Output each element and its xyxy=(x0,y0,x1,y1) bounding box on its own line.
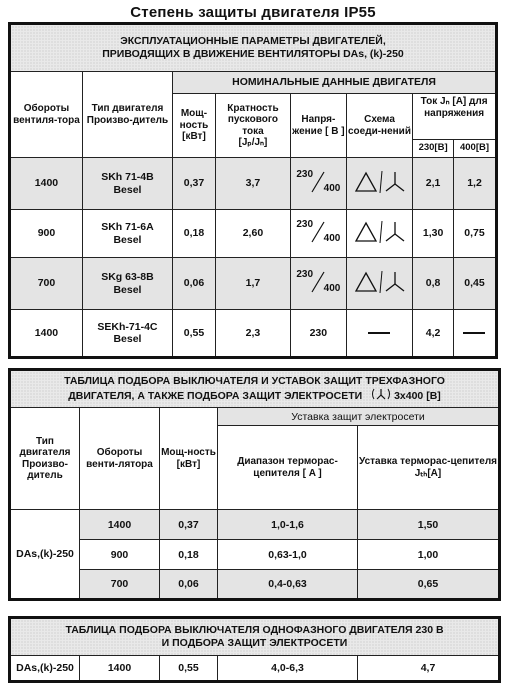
dash-icon xyxy=(463,332,485,334)
cell-ratio: 2,60 xyxy=(215,210,290,258)
cell-scheme xyxy=(346,210,412,258)
cell-scheme xyxy=(346,310,412,358)
dash-icon xyxy=(368,332,390,334)
settings-header: Уставка защит электросети xyxy=(218,408,500,426)
cell-current-400: 1,2 xyxy=(453,158,496,210)
cell-scheme xyxy=(346,158,412,210)
cell-type-model: SEKh-71-4C xyxy=(97,320,158,333)
table1-title-line2: ПРИВОДЯЩИХ В ДВИЖЕНИЕ ВЕНТИЛЯТОРЫ DAs, (k)-250 xyxy=(102,48,404,60)
table1-row xyxy=(10,210,497,258)
table1-title-line1: ЭКСПЛУАТАЦИОННЫЕ ПАРАМЕТРЫ ДВИГАТЕЛЕЙ, xyxy=(120,34,386,47)
table3-title-line2: И ПОДБОРА ЗАЩИТ ЭЛЕКТРОСЕТИ xyxy=(161,637,348,649)
cell-current-230: 1,30 xyxy=(413,210,454,258)
table2-title-line2 xyxy=(17,388,492,403)
three-phase-protection-table xyxy=(8,368,501,601)
col-header-power: Мощ-ность [кВт] xyxy=(173,94,216,158)
cell-speed: 1400 xyxy=(10,158,83,210)
cell-power: 0,06 xyxy=(160,570,218,600)
cell-power: 0,37 xyxy=(160,510,218,540)
col-header-type: Тип двигателя Произво-дитель xyxy=(82,72,172,158)
voltage-400: 400 xyxy=(323,183,341,195)
cell-speed: 1400 xyxy=(10,310,83,358)
col-header-scheme: Схема соеди-нений xyxy=(346,94,412,158)
cell-current-230: 2,1 xyxy=(413,158,454,210)
cell-scheme xyxy=(346,258,412,310)
cell-setting: 4,7 xyxy=(358,656,500,682)
cell-current-230: 0,8 xyxy=(413,258,454,310)
cell-type xyxy=(82,258,172,310)
cell-ratio: 2,3 xyxy=(215,310,290,358)
delta-star-icon xyxy=(352,269,406,295)
table3-row xyxy=(10,656,500,682)
cell-setting: 1,00 xyxy=(358,540,500,570)
voltage-230: 230 xyxy=(296,268,314,280)
cell-power: 0,37 xyxy=(173,158,216,210)
cell-power: 0,55 xyxy=(173,310,216,358)
cell-range: 1,0-1,6 xyxy=(218,510,358,540)
table2-title-line1: ТАБЛИЦА ПОДБОРА ВЫКЛЮЧАТЕЛЯ И УСТАВОК ЗАЩИТ ТРЕХФАЗНОГО xyxy=(64,375,445,387)
cell-setting: 0,65 xyxy=(358,570,500,600)
voltage-400: 400 xyxy=(323,233,341,245)
col-header-speed: Обороты вентиля-тора xyxy=(10,72,83,158)
cell-type xyxy=(82,310,172,358)
table1-title xyxy=(10,24,497,72)
table2-title xyxy=(10,370,500,408)
col-header-400v: 400[B] xyxy=(453,140,496,158)
cell-current-400 xyxy=(453,310,496,358)
cell-type-maker: Besel xyxy=(113,233,142,246)
table3-title xyxy=(10,618,500,656)
cell-current-400: 0,45 xyxy=(453,258,496,310)
cell-ratio: 3,7 xyxy=(215,158,290,210)
cell-voltage: 230 xyxy=(290,310,346,358)
cell-range: 0,63-1,0 xyxy=(218,540,358,570)
table2-title-line2-text: ДВИГАТЕЛЯ, А ТАКЖЕ ПОДБОРА ЗАЩИТ ЭЛЕКТРОСЕТИ xyxy=(68,390,363,403)
voltage-230: 230 xyxy=(296,218,314,230)
table3-title-line1: ТАБЛИЦА ПОДБОРА ВЫКЛЮЧАТЕЛЯ ОДНОФАЗНОГО ДВИГАТЕЛЯ 230 B xyxy=(65,623,444,636)
delta-star-icon xyxy=(352,219,406,245)
cell-model: DAs,(k)-250 xyxy=(10,656,80,682)
cell-type xyxy=(82,210,172,258)
col-header-start-ratio xyxy=(215,94,290,158)
cell-voltage xyxy=(290,210,346,258)
cell-speed: 700 xyxy=(80,570,160,600)
cell-type-model: SKh 71-6A xyxy=(101,221,154,234)
col-header-voltage: Напря-жение [ B ] xyxy=(290,94,346,158)
cell-voltage xyxy=(290,158,346,210)
col-header-power: Мощ-ность [кВт] xyxy=(160,408,218,510)
nominal-data-header: НОМИНАЛЬНЫЕ ДАННЫЕ ДВИГАТЕЛЯ xyxy=(173,72,497,94)
cell-power: 0,18 xyxy=(160,540,218,570)
cell-speed: 1400 xyxy=(80,510,160,540)
cell-ratio: 1,7 xyxy=(215,258,290,310)
cell-power: 0,55 xyxy=(160,656,218,682)
cell-current-400: 0,75 xyxy=(453,210,496,258)
cell-type-maker: Besel xyxy=(113,333,142,345)
col-header-setting: Уставка терморас-цепителя Jₜₕ[A] xyxy=(358,426,500,510)
table2-row xyxy=(10,570,500,600)
col-header-range: Диапазон терморас-цепителя [ A ] xyxy=(218,426,358,510)
table2-title-voltage: 3x400 [B] xyxy=(394,390,441,403)
cell-current-230: 4,2 xyxy=(413,310,454,358)
cell-setting: 1,50 xyxy=(358,510,500,540)
cell-power: 0,18 xyxy=(173,210,216,258)
voltage-230: 230 xyxy=(296,168,314,180)
cell-voltage xyxy=(290,258,346,310)
cell-range: 4,0-6,3 xyxy=(218,656,358,682)
col-header-230v: 230[B] xyxy=(413,140,454,158)
cell-range: 0,4-0,63 xyxy=(218,570,358,600)
table1-row xyxy=(10,258,497,310)
cell-speed: 900 xyxy=(80,540,160,570)
star-connection-icon xyxy=(371,388,391,400)
cell-type-maker: Besel xyxy=(113,183,142,196)
cell-type-maker: Besel xyxy=(113,283,142,296)
col-header-start-ratio-unit: [Jₚ/Jₙ] xyxy=(238,137,268,148)
cell-speed: 900 xyxy=(10,210,83,258)
cell-type-model: SKg 63-8B xyxy=(101,271,154,284)
single-phase-protection-table xyxy=(8,616,501,683)
cell-speed: 700 xyxy=(10,258,83,310)
table1-row xyxy=(10,310,497,358)
col-header-type: Тип двигателя Произво-дитель xyxy=(10,408,80,510)
voltage-400: 400 xyxy=(323,283,341,295)
cell-speed: 1400 xyxy=(80,656,160,682)
cell-model: DAs,(k)-250 xyxy=(10,510,80,600)
col-header-speed: Обороты венти-лятора xyxy=(80,408,160,510)
cell-type-model: SKh 71-4B xyxy=(101,171,154,184)
cell-type xyxy=(82,158,172,210)
page-title: Степень защиты двигателя IP55 xyxy=(130,4,376,21)
motor-parameters-table xyxy=(8,22,498,359)
col-header-current: Ток Jₙ [A] для напряжения xyxy=(413,94,497,140)
delta-star-icon xyxy=(352,169,406,195)
table2-row xyxy=(10,510,500,540)
table1-row xyxy=(10,158,497,210)
col-header-start-ratio-text: Кратность пускового тока xyxy=(227,102,279,137)
cell-power: 0,06 xyxy=(173,258,216,310)
table2-row xyxy=(10,540,500,570)
